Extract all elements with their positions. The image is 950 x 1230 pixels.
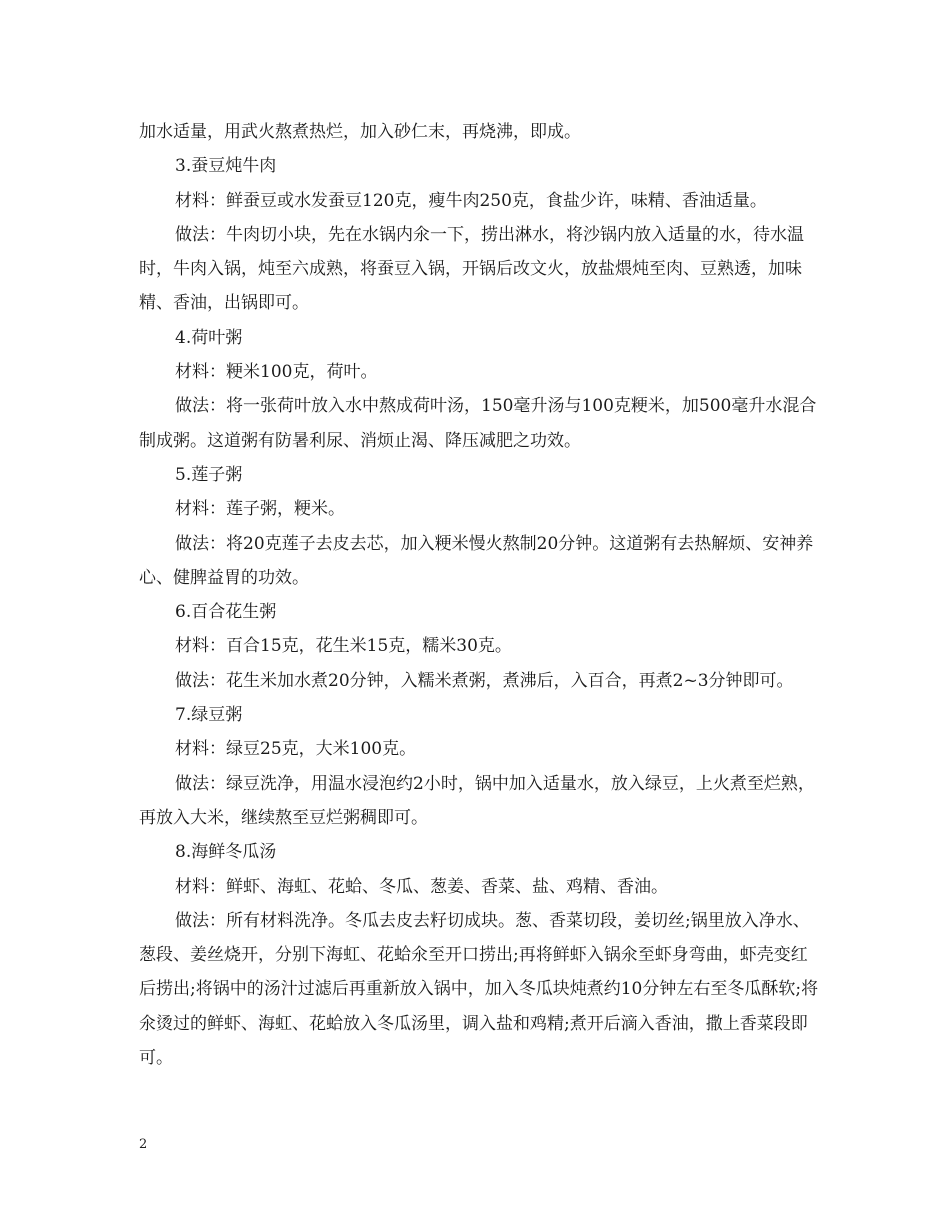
recipe-8-materials: 材料：鲜虾、海虹、花蛤、冬瓜、葱姜、香菜、盐、鸡精、香油。 — [175, 876, 668, 897]
recipe-5-method: 做法：将20克莲子去皮去芯，加入粳米慢火熬制20分钟。这道粥有去热解烦、安神养心、健脾益胃的功效。 — [139, 533, 814, 588]
recipe-4-materials: 材料：粳米100克，荷叶。 — [175, 362, 378, 383]
recipe-8-method: 做法：所有材料洗净。冬瓜去皮去籽切成块。葱、香菜切段，姜切丝;锅里放入净水、葱段、姜丝烧开，分别下海虹、花蛤氽至开口捞出;再将鲜虾入锅氽至虾身弯曲，虾壳变红后捞出;将锅中的汤汁过滤后再重新放入锅中，加入冬瓜块炖煮约10分钟左右至冬瓜酥软;将氽烫过的鲜虾、海虹、花蛤放入冬瓜汤里，调入盐和鸡精;煮开后滴入香油，撒上香菜段即可。 — [139, 910, 819, 1069]
recipe-3-method: 做法：牛肉切小块，先在水锅内氽一下，捞出淋水，将沙锅内放入适量的水，待水温时，牛肉入锅，炖至六成熟，将蚕豆入锅，开锅后改文火，放盐煨炖至肉、豆熟透，加味精、香油，出锅即可。 — [139, 224, 804, 314]
page-body — [139, 115, 819, 1075]
paragraph-intro-tail: 加水适量，用武火熬煮热烂，加入砂仁末，再烧沸，即成。 — [139, 122, 581, 142]
recipe-8-title: 8.海鲜冬瓜汤 — [175, 842, 277, 863]
recipe-6-title: 6.百合花生粥 — [175, 602, 277, 623]
recipe-7-materials: 材料：绿豆25克，大米100克。 — [175, 739, 417, 760]
recipe-6-materials: 材料：百合15克，花生米15克，糯米30克。 — [175, 636, 512, 657]
recipe-5-materials: 材料：莲子粥，粳米。 — [175, 499, 345, 520]
recipe-7-method: 做法：绿豆洗净，用温水浸泡约2小时，锅中加入适量水，放入绿豆，上火煮至烂熟，再放入大米，继续熬至豆烂粥稠即可。 — [139, 773, 815, 828]
recipe-7-title: 7.绿豆粥 — [175, 705, 243, 726]
page-number: 2 — [139, 1137, 148, 1152]
recipe-3-title: 3.蚕豆炖牛肉 — [175, 156, 277, 177]
recipe-6-method: 做法：花生米加水煮20分钟，入糯米煮粥，煮沸后，入百合，再煮2~3分钟即可。 — [175, 670, 794, 691]
recipe-3-materials: 材料：鲜蚕豆或水发蚕豆120克，瘦牛肉250克，食盐少许，味精、香油适量。 — [175, 190, 767, 211]
recipe-5-title: 5.莲子粥 — [175, 464, 243, 485]
recipe-4-method: 做法：将一张荷叶放入水中熬成荷叶汤，150毫升汤与100克粳米，加500毫升水混合制成粥。这道粥有防暑利尿、消烦止渴、降压减肥之功效。 — [139, 396, 817, 451]
recipe-4-title: 4.荷叶粥 — [175, 327, 243, 348]
